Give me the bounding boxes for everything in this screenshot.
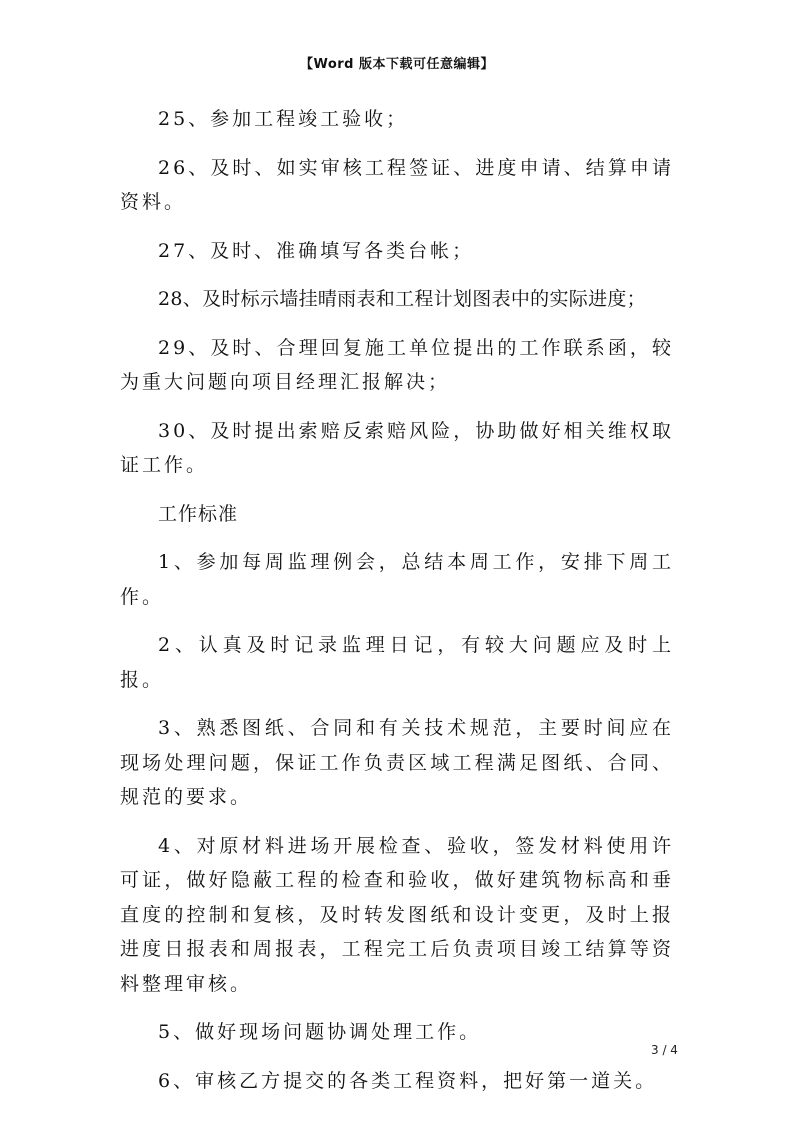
standard-item-2: 2、认真及时记录监理日记，有较大问题应及时上报。	[120, 634, 674, 691]
paragraph-item-29: 29、及时、合理回复施工单位提出的工作联系函，较为重大问题向项目经理汇报解决；	[120, 336, 674, 393]
paragraph-item-26: 26、及时、如实审核工程签证、进度申请、结算申请资料。	[120, 156, 674, 213]
standard-item-4: 4、对原材料进场开展检查、验收，签发材料使用许可证，做好隐蔽工程的检查和验收，做好建筑物标高和垂直度的控制和复核，及时转发图纸和设计变更，及时上报进度日报表和周报表，工程完工后负责项目竣工结算等资料整理审核。	[120, 834, 674, 995]
document-body	[120, 102, 674, 1112]
paragraph-item-27: 27、及时、准确填写各类台帐；	[158, 239, 475, 262]
standard-item-5: 5、做好现场问题协调处理工作。	[158, 1021, 482, 1043]
paragraph-item-30: 30、及时提出索赔反索赔风险，协助做好相关维权取证工作。	[120, 419, 674, 476]
standard-item-1: 1、参加每周监理例会，总结本周工作，安排下周工作。	[120, 551, 674, 608]
paragraph-item-28: 28、及时标示墙挂晴雨表和工程计划图表中的实际进度；	[158, 288, 646, 310]
paragraph-item-25: 25、参加工程竣工验收；	[158, 108, 409, 130]
page-number: 3 / 4	[651, 1043, 678, 1057]
standard-item-6: 6、审核乙方提交的各类工程资料，把好第一道关。	[158, 1069, 658, 1092]
section-heading-work-standard: 工作标准	[158, 502, 239, 525]
document-header: 【Word 版本下载可任意编辑】	[299, 57, 495, 72]
standard-item-3: 3、熟悉图纸、合同和有关技术规范，主要时间应在现场处理问题，保证工作负责区域工程满足图纸、合同、规范的要求。	[120, 717, 674, 808]
